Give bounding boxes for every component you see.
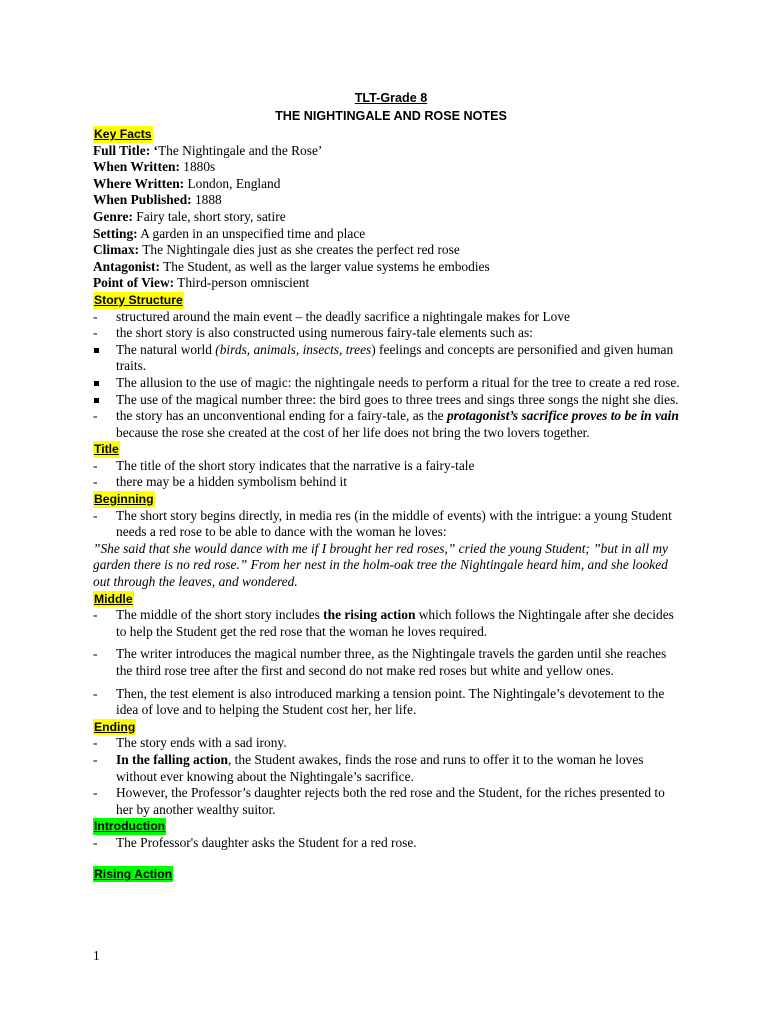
fact-climax: Climax: The Nightingale dies just as she creates the perfect red rose — [93, 242, 460, 258]
dash-bullet: - — [93, 607, 98, 623]
list-item: - The Professor's daughter asks the Student for a red rose. — [93, 834, 417, 850]
story-quote: ”She said that she would dance with me if I brought her red roses,” cried the young Student; ”but in all my garden there is no red rose.” From her nest in the holm-oak tree the Nightingale heard him, and she looked out through the leaves, and wondered. — [93, 540, 669, 590]
section-heading-rising-action: Rising Action — [94, 866, 173, 881]
dash-bullet: - — [93, 308, 98, 324]
dash-bullet: - — [93, 735, 98, 751]
list-item: The use of the magical number three: the bird goes to three trees and sings three songs the night she dies. — [93, 392, 683, 409]
square-bullet-icon — [94, 398, 99, 403]
list-item: The natural world (birds, animals, insects, trees) feelings and concepts are personified and given human traits. — [93, 342, 683, 375]
section-heading-ending: Ending — [94, 719, 136, 734]
fact-setting: Setting: A garden in an unspecified time and place — [93, 225, 366, 241]
dash-bullet: - — [93, 646, 98, 662]
fact-point-of-view: Point of View: Third-person omniscient — [93, 275, 310, 291]
section-heading-story-structure: Story Structure — [94, 292, 183, 307]
list-item: - Then, the test element is also introduced marking a tension point. The Nightingale’s devotement to the idea of love and to helping the Student cost her, her life. — [93, 685, 665, 718]
dash-bullet: - — [93, 457, 98, 473]
document-title: THE NIGHTINGALE AND ROSE NOTES — [275, 109, 507, 123]
list-item: The allusion to the use of magic: the nightingale needs to perform a ritual for the tree to create a red rose. — [93, 375, 683, 392]
section-heading-beginning: Beginning — [94, 492, 154, 507]
list-item: - there may be a hidden symbolism behind it — [93, 474, 347, 490]
list-item: - The middle of the short story includes the rising action which follows the Nightingale after she decides to help the Student get the red rose that the woman he loves required. — [93, 607, 674, 639]
page-number: 1 — [93, 948, 100, 963]
dash-bullet: - — [93, 685, 98, 701]
fact-when-written: When Written: 1880s — [93, 159, 216, 175]
dash-bullet: - — [93, 408, 98, 424]
dash-bullet: - — [93, 325, 98, 341]
fact-full-title: Full Title: ‘The Nightingale and the Rose’ — [93, 142, 323, 158]
fact-when-published: When Published: 1888 — [93, 192, 222, 208]
fact-genre: Genre: Fairy tale, short story, satire — [93, 208, 286, 224]
section-heading-middle: Middle — [94, 591, 133, 606]
list-item: - the short story is also constructed using numerous fairy-tale elements such as: — [93, 325, 533, 341]
dash-bullet: - — [93, 507, 98, 523]
square-bullet-icon — [94, 381, 99, 386]
list-item: - In the falling action, the Student awakes, finds the rose and runs to offer it to the woman he loves without ever knowing about the Nightingale’s sacrifice. — [93, 751, 644, 784]
dash-bullet: - — [93, 751, 98, 767]
list-item: - However, the Professor’s daughter rejects both the red rose and the Student, for the riches presented to her by another wealthy suitor. — [93, 785, 665, 817]
section-heading-introduction: Introduction — [94, 819, 166, 834]
document-body — [93, 89, 683, 882]
list-item: - The story ends with a sad irony. — [93, 735, 287, 751]
list-item: - the story has an unconventional ending for a fairy-tale, as the protagonist’s sacrifice proves to be in vain because the rose she created at the cost of her life does not bring the two lovers together. — [93, 408, 679, 440]
fact-where-written: Where Written: London, England — [93, 175, 281, 191]
list-item: - The short story begins directly, in media res (in the middle of events) with the intrigue: a young Student needs a red rose to be able to dance with the woman he loves: — [93, 507, 672, 540]
dash-bullet: - — [93, 834, 98, 850]
section-heading-key-facts: Key Facts — [94, 127, 152, 141]
list-item: - The title of the short story indicates that the narrative is a fairy-tale — [93, 457, 475, 473]
list-item: - structured around the main event – the deadly sacrifice a nightingale makes for Love — [93, 308, 570, 324]
section-heading-title: Title — [94, 442, 119, 457]
dash-bullet: - — [93, 474, 98, 490]
square-bullet-icon — [94, 348, 99, 353]
list-item: - The writer introduces the magical number three, as the Nightingale travels the garden until she reaches the third rose tree after the first and second do not make red roses but white and yellow ones. — [93, 646, 667, 678]
dash-bullet: - — [93, 785, 98, 801]
document-header-grade: TLT-Grade 8 — [354, 91, 428, 105]
fact-antagonist: Antagonist: The Student, as well as the larger value systems he embodies — [93, 258, 490, 274]
